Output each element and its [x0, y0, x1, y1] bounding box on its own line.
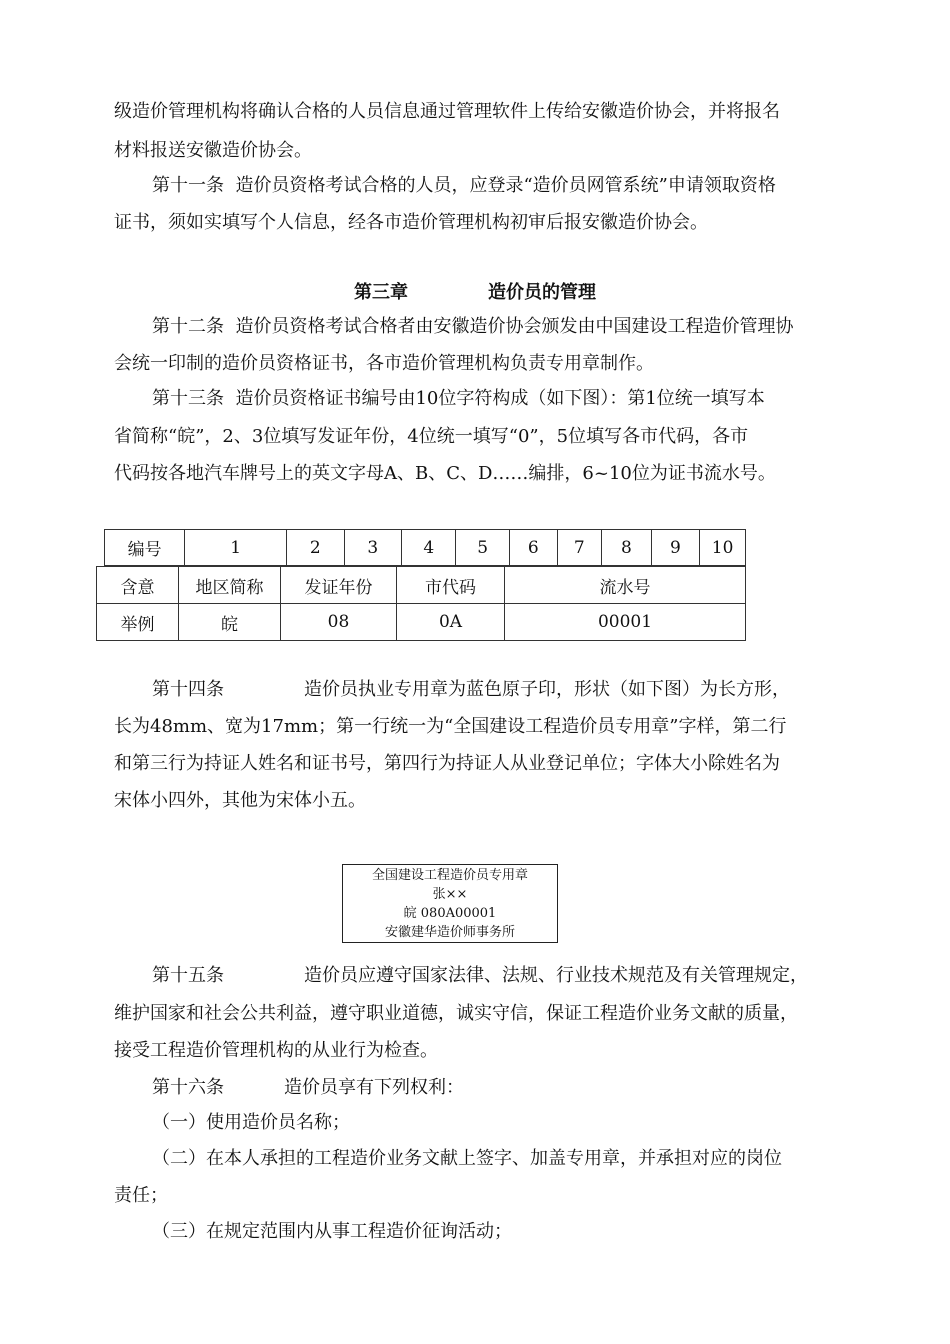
table-row [97, 604, 746, 641]
article-label: 第十二条 [152, 316, 224, 337]
table-cell: 市代码 [397, 567, 505, 604]
list-item: （三）在规定范围内从事工程造价征询活动； [152, 1221, 512, 1242]
table-cell: 7 [557, 530, 602, 566]
article-label: 第十六条 [152, 1077, 224, 1098]
table-cell: 皖 [179, 604, 281, 641]
list-item: （一）使用造价员名称； [152, 1112, 350, 1133]
paragraph-line: 宋体小四外，其他为宋体小五。 [114, 790, 366, 811]
table-cell: 10 [700, 530, 746, 566]
paragraph-line: 证书，须如实填写个人信息，经各市造价管理机构初审后报安徽造价协会。 [114, 212, 708, 233]
table-cell: 地区简称 [179, 567, 281, 604]
table-cell: 1 [185, 530, 287, 566]
table-cell: 发证年份 [281, 567, 397, 604]
table-cell: 6 [509, 530, 557, 566]
cert-number-meaning-table [96, 566, 746, 641]
chapter-title: 造价员的管理 [488, 282, 596, 303]
cert-number-positions-table [104, 529, 746, 566]
paragraph-line: 责任； [114, 1185, 168, 1206]
table-cell: 8 [602, 530, 652, 566]
paragraph-line: 长为48mm、宽为17mm；第一行统一为“全国建设工程造价员专用章”字样，第二行 [114, 716, 787, 737]
table-header-cell: 编号 [105, 530, 185, 566]
table-row [105, 530, 746, 566]
table-cell: 4 [402, 530, 456, 566]
table-cell: 5 [456, 530, 509, 566]
article-12-line [152, 316, 793, 338]
table-cell: 流水号 [505, 567, 746, 604]
article-16-line [152, 1077, 464, 1099]
seal-line: 皖 080A00001 [403, 906, 497, 921]
seal-line: 张×× [432, 887, 468, 902]
article-label: 第十四条 [152, 679, 224, 700]
paragraph-line: 省简称“皖”，2、3位填写发证年份，4位统一填写“0”，5位填写各市代码，各市 [114, 426, 749, 447]
article-label: 第十三条 [152, 388, 224, 409]
article-text: 造价员资格考试合格的人员，应登录“造价员网管系统”申请领取资格 [235, 175, 776, 196]
table-row [97, 567, 746, 604]
chapter-heading [0, 282, 950, 304]
article-14-line [152, 679, 790, 701]
table-cell: 3 [344, 530, 401, 566]
seal-example-box [342, 864, 558, 943]
article-text: 造价员资格考试合格者由安徽造价协会颁发由中国建设工程造价管理协 [235, 316, 794, 337]
table-cell: 00001 [505, 604, 746, 641]
article-13-line [152, 388, 765, 410]
article-15-line [152, 965, 808, 987]
table-header-cell: 举例 [97, 604, 179, 641]
article-label: 第十一条 [152, 175, 224, 196]
paragraph-line: 代码按各地汽车牌号上的英文字母A、B、C、D……编排，6~10位为证书流水号。 [114, 463, 776, 484]
paragraph-line: 级造价管理机构将确认合格的人员信息通过管理软件上传给安徽造价协会，并将报名 [114, 101, 780, 122]
table-header-cell: 含意 [97, 567, 179, 604]
article-label: 第十五条 [152, 965, 224, 986]
article-text: 造价员执业专用章为蓝色原子印，形状（如下图）为长方形， [304, 679, 790, 700]
list-item: （二）在本人承担的工程造价业务文献上签字、加盖专用章，并承担对应的岗位 [152, 1148, 782, 1169]
paragraph-line: 材料报送安徽造价协会。 [114, 140, 312, 161]
paragraph-line: 会统一印制的造价员资格证书，各市造价管理机构负责专用章制作。 [114, 353, 654, 374]
paragraph-line: 和第三行为持证人姓名和证书号，第四行为持证人从业登记单位；字体大小除姓名为 [114, 753, 780, 774]
table-cell: 2 [287, 530, 344, 566]
article-text: 造价员应遵守国家法律、法规、行业技术规范及有关管理规定， [304, 965, 808, 986]
seal-line: 安徽建华造价师事务所 [384, 925, 515, 940]
paragraph-line: 接受工程造价管理机构的从业行为检查。 [114, 1040, 438, 1061]
table-cell: 0A [397, 604, 505, 641]
article-text: 造价员享有下列权利： [284, 1077, 464, 1098]
chapter-number: 第三章 [354, 282, 408, 303]
paragraph-line: 维护国家和社会公共利益，遵守职业道德，诚实守信，保证工程造价业务文献的质量， [114, 1003, 798, 1024]
table-cell: 9 [651, 530, 700, 566]
article-text: 造价员资格证书编号由10位字符构成（如下图）：第1位统一填写本 [235, 388, 765, 409]
seal-line: 全国建设工程造价员专用章 [371, 868, 528, 883]
table-cell: 08 [281, 604, 397, 641]
article-11-line [152, 175, 776, 197]
